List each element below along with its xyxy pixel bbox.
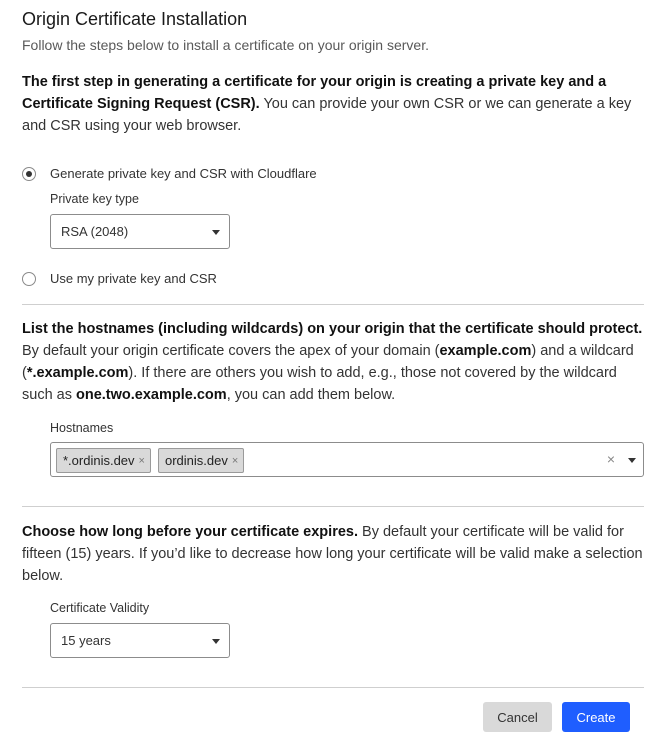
apex-domain-example: example.com — [439, 343, 532, 359]
certificate-validity-value: 15 years — [61, 633, 111, 648]
step2-text-3: ). If there are others you wish to add, e.g., those not covered by the wildcard such as — [22, 365, 617, 403]
step2-text-1: By default your origin certificate covers the apex of your domain ( — [22, 343, 440, 359]
page-subtitle: Follow the steps below to install a certificate on your origin server. — [22, 37, 429, 53]
create-button[interactable]: Create — [562, 702, 630, 732]
step2-text-4: , you can add them below. — [226, 387, 396, 403]
chevron-down-icon — [212, 639, 220, 644]
radio-button-unchecked[interactable] — [22, 272, 36, 286]
step3-text: By default your certificate will be valid for fifteen (15) years. If you’d like to decrease how long your certificate will be valid make a selection below. — [22, 524, 643, 584]
step2-description — [22, 318, 647, 406]
page-title: Origin Certificate Installation — [22, 9, 248, 29]
cancel-button[interactable]: Cancel — [483, 702, 552, 732]
step1-text: You can provide your own CSR or we can generate a key and CSR using your web browser. — [22, 96, 632, 134]
step2-bold-text: List the hostnames (including wildcards) on your origin that the certificate should protect. — [22, 321, 643, 337]
clear-all-icon[interactable]: × — [606, 451, 615, 467]
radio-own-csr[interactable] — [22, 271, 217, 286]
subdomain-example: one.two.example.com — [76, 387, 227, 403]
wildcard-domain-example: *.example.com — [26, 365, 129, 381]
step1-description — [22, 71, 647, 137]
section-divider — [22, 687, 644, 688]
hostname-tag-label: ordinis.dev — [165, 453, 228, 468]
radio-generate-label: Generate private key and CSR with Cloudflare — [50, 166, 317, 181]
private-key-type-label: Private key type — [50, 192, 139, 206]
step2-text-2: ) and a wildcard ( — [22, 343, 634, 381]
hostnames-multiselect[interactable] — [50, 442, 644, 477]
radio-generate-csr[interactable] — [22, 166, 317, 181]
chevron-down-icon — [212, 230, 220, 235]
radio-own-label: Use my private key and CSR — [50, 271, 217, 286]
step3-description — [22, 521, 647, 587]
remove-tag-icon[interactable]: × — [138, 454, 145, 467]
hostname-tag — [56, 448, 151, 473]
hostnames-label: Hostnames — [50, 421, 114, 435]
step3-bold-text: Choose how long before your certificate expires. — [22, 524, 358, 540]
remove-tag-icon[interactable]: × — [231, 454, 239, 467]
hostname-tag — [158, 448, 244, 473]
section-divider — [22, 506, 644, 507]
private-key-type-value: RSA (2048) — [61, 224, 129, 239]
certificate-validity-select[interactable] — [50, 623, 230, 658]
private-key-type-select[interactable] — [50, 214, 230, 249]
chevron-down-icon[interactable] — [628, 458, 636, 463]
section-divider — [22, 304, 644, 305]
step1-bold-text: The first step in generating a certificate for your origin is creating a private key and a Certificate Signing Request (CSR). — [22, 74, 607, 112]
hostname-tag-label: *.ordinis.dev — [63, 453, 135, 468]
radio-button-checked[interactable] — [22, 167, 36, 181]
certificate-validity-label: Certificate Validity — [50, 601, 150, 615]
